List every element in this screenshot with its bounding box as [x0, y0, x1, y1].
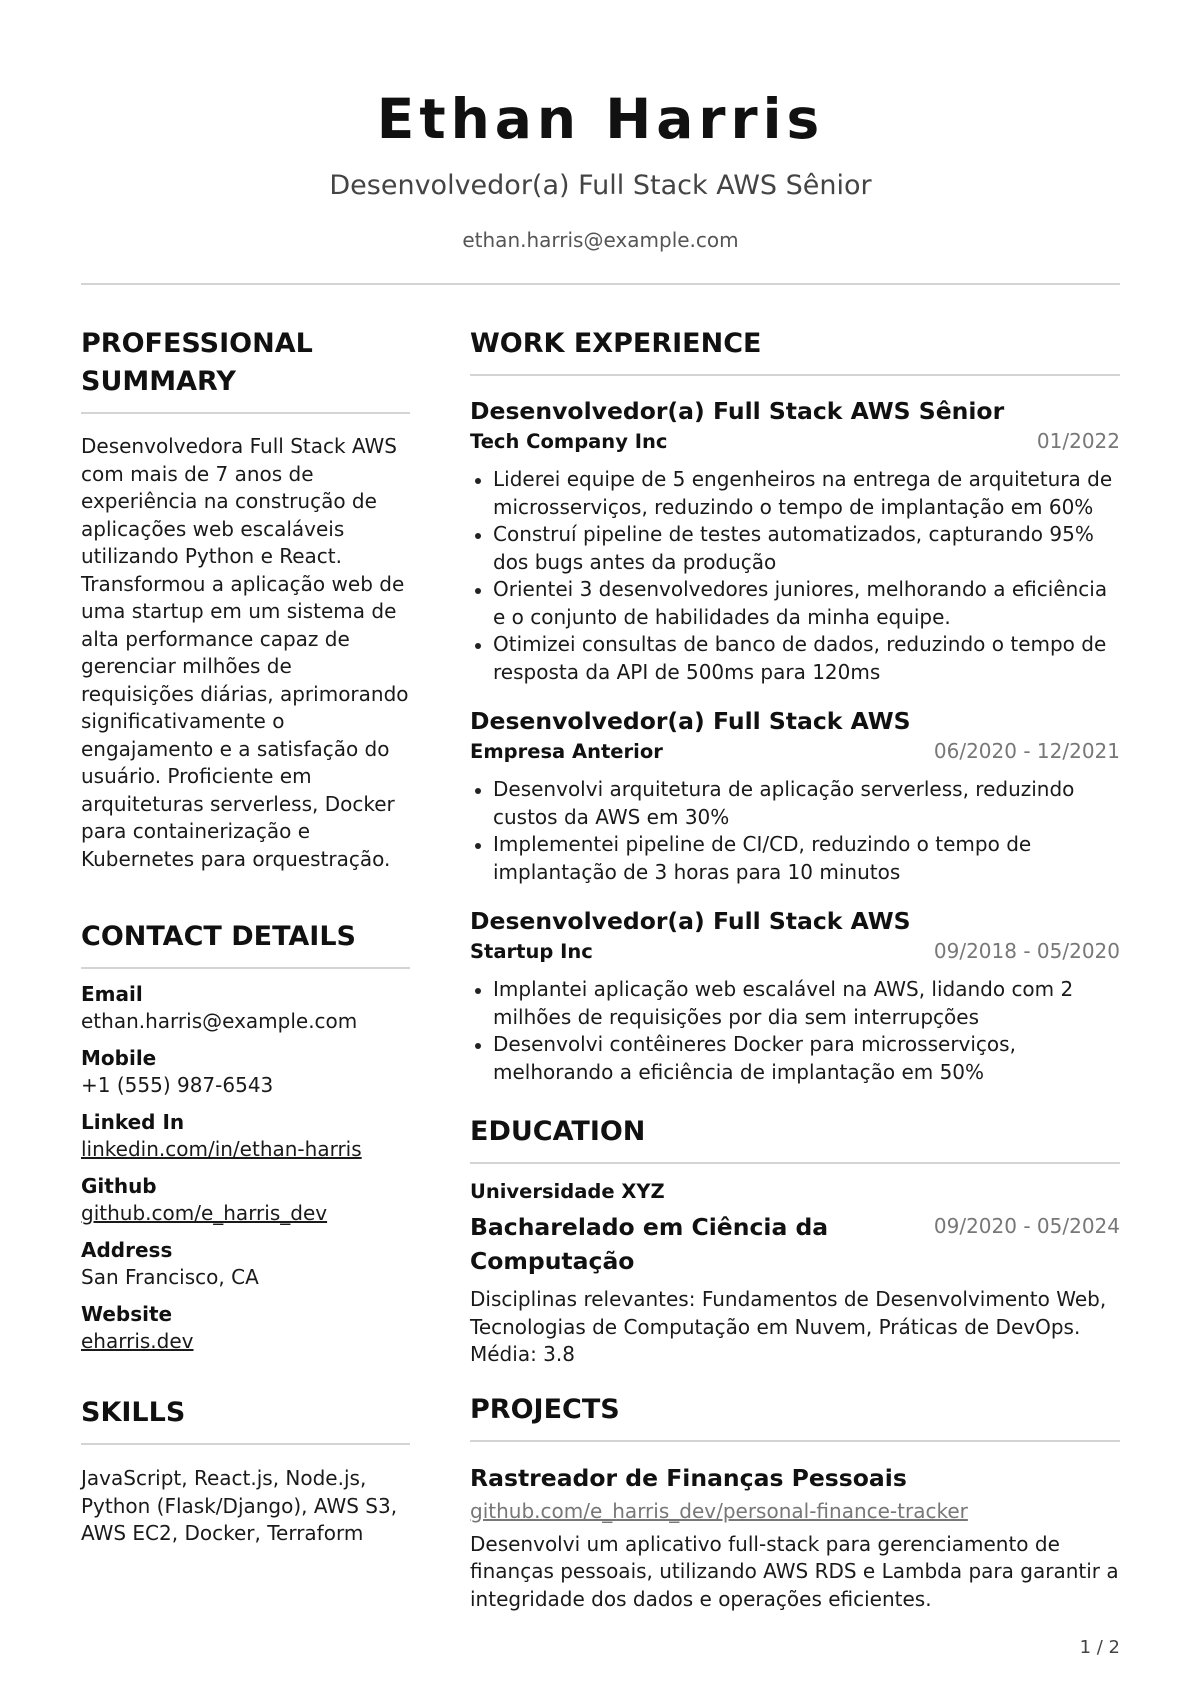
- contact-label: Mobile: [81, 1046, 157, 1070]
- job-bullet: Desenvolvi arquitetura de aplicação serverless, reduzindo custos da AWS em 30%: [470, 776, 1120, 831]
- job-bullet: Otimizei consultas de banco de dados, reduzindo o tempo de resposta da API de 500ms para 120ms: [470, 631, 1120, 686]
- projects-section: [470, 1391, 1120, 1614]
- job-meta: [470, 737, 1120, 766]
- contact-address-value: San Francisco, CA: [81, 1265, 259, 1289]
- summary-section: [81, 325, 410, 873]
- job-role: Desenvolvedor(a) Full Stack AWS Sênior: [470, 397, 1005, 425]
- project-name: Rastreador de Finanças Pessoais: [470, 1463, 907, 1492]
- contact-item-github: [81, 1173, 410, 1227]
- candidate-name: Ethan Harris: [376, 87, 825, 151]
- contact-label: Linked In: [81, 1110, 185, 1134]
- contact-item-linkedin: [81, 1109, 410, 1163]
- section-divider: [470, 374, 1120, 376]
- section-divider: [81, 967, 410, 969]
- contact-item-address: [81, 1237, 410, 1291]
- page-number: 1 / 2: [1079, 1637, 1120, 1658]
- header-email[interactable]: ethan.harris@example.com: [462, 228, 739, 252]
- project-description: Desenvolvi um aplicativo full-stack para gerenciamento de finanças pessoais, utilizando AWS RDS e Lambda para garantir a integridade dos dados e operações eficientes.: [470, 1531, 1119, 1611]
- job-meta: [470, 427, 1120, 456]
- contact-label: Website: [81, 1302, 173, 1326]
- project-entry: [470, 1462, 1120, 1614]
- job-company: Startup Inc: [470, 940, 593, 963]
- contact-mobile-value: +1 (555) 987-6543: [81, 1073, 274, 1097]
- job-bullet: Implantei aplicação web escalável na AWS, lidando com 2 milhões de requisições por dia sem interrupções: [470, 976, 1120, 1031]
- website-link[interactable]: eharris.dev: [81, 1329, 194, 1353]
- right-column: [470, 325, 1120, 1613]
- job-role: Desenvolvedor(a) Full Stack AWS: [470, 907, 911, 935]
- job-company: Empresa Anterior: [470, 740, 663, 763]
- section-divider: [470, 1440, 1120, 1442]
- contact-item-mobile: [81, 1045, 410, 1099]
- education-degree: Bacharelado em Ciência da Computação: [470, 1213, 829, 1275]
- education-description: Disciplinas relevantes: Fundamentos de Desenvolvimento Web, Tecnologias de Computação em Nuvem, Práticas de DevOps. Média: 3.8: [470, 1287, 1107, 1366]
- summary-text: Desenvolvedora Full Stack AWS com mais de 7 anos de experiência na construção de aplicações web escaláveis utilizando Python e React. Transformou a aplicação web de uma startup em um sistema de alta performance capaz de gerenciar milhões de requisições diárias, aprimorando significativamente o engajamento e a satisfação do usuário. Proficiente em arquiteturas serverless, Docker para containerização e Kubernetes para orquestração.: [81, 434, 409, 871]
- contact-label: Email: [81, 982, 143, 1006]
- job-bullet: Desenvolvi contêineres Docker para microsserviços, melhorando a eficiência de implantação em 50%: [470, 1031, 1120, 1086]
- section-divider: [81, 412, 410, 414]
- job-role: Desenvolvedor(a) Full Stack AWS: [470, 707, 911, 735]
- education-dates: 09/2020 - 05/2024: [933, 1214, 1120, 1238]
- contact-item-website: [81, 1301, 410, 1355]
- contact-section: [81, 918, 410, 1355]
- work-heading: WORK EXPERIENCE: [470, 328, 762, 359]
- education-heading: EDUCATION: [470, 1116, 646, 1147]
- skills-section: [81, 1394, 410, 1548]
- contact-item-email: [81, 981, 410, 1035]
- linkedin-link[interactable]: linkedin.com/in/ethan-harris: [81, 1137, 362, 1161]
- education-school: Universidade XYZ: [470, 1180, 665, 1203]
- job-dates: 06/2020 - 12/2021: [933, 739, 1120, 763]
- left-column: [81, 325, 410, 1548]
- header-divider: [81, 283, 1120, 285]
- candidate-title: Desenvolvedor(a) Full Stack AWS Sênior: [329, 170, 872, 201]
- contact-email-value[interactable]: ethan.harris@example.com: [81, 1009, 358, 1033]
- job-bullet: Implementei pipeline de CI/CD, reduzindo o tempo de implantação de 3 horas para 10 minutos: [470, 831, 1120, 886]
- section-divider: [470, 1162, 1120, 1164]
- skills-heading: SKILLS: [81, 1397, 186, 1428]
- job-bullets: [470, 976, 1120, 1086]
- job-dates: 09/2018 - 05/2020: [933, 939, 1120, 963]
- work-section: [470, 325, 1120, 1086]
- job-bullet: Orientei 3 desenvolvedores juniores, melhorando a eficiência e o conjunto de habilidades da minha equipe.: [470, 576, 1120, 631]
- job-dates: 01/2022: [1036, 429, 1120, 453]
- project-link[interactable]: github.com/e_harris_dev/personal-finance-tracker: [470, 1498, 968, 1523]
- education-row: [470, 1210, 1120, 1278]
- job-entry: [470, 706, 1120, 886]
- job-bullets: [470, 776, 1120, 886]
- contact-heading: CONTACT DETAILS: [81, 921, 356, 952]
- education-section: [470, 1113, 1120, 1369]
- contact-list: [81, 981, 410, 1355]
- job-meta: [470, 937, 1120, 966]
- job-entry: [470, 396, 1120, 686]
- section-divider: [81, 1443, 410, 1445]
- contact-label: Address: [81, 1238, 173, 1262]
- projects-heading: PROJECTS: [470, 1393, 620, 1425]
- skills-text: JavaScript, React.js, Node.js, Python (Flask/Django), AWS S3, AWS EC2, Docker, Terraform: [81, 1466, 398, 1545]
- job-bullets: [470, 466, 1120, 686]
- job-company: Tech Company Inc: [470, 430, 668, 453]
- job-bullet: Liderei equipe de 5 engenheiros na entrega de arquitetura de microsserviços, reduzindo o tempo de implantação em 60%: [470, 466, 1120, 521]
- github-link[interactable]: github.com/e_harris_dev: [81, 1201, 328, 1225]
- job-entry: [470, 906, 1120, 1086]
- summary-heading: PROFESSIONAL SUMMARY: [81, 328, 313, 397]
- resume-page: [81, 0, 1120, 1683]
- job-bullet: Construí pipeline de testes automatizados, capturando 95% dos bugs antes da produção: [470, 521, 1120, 576]
- contact-label: Github: [81, 1174, 157, 1198]
